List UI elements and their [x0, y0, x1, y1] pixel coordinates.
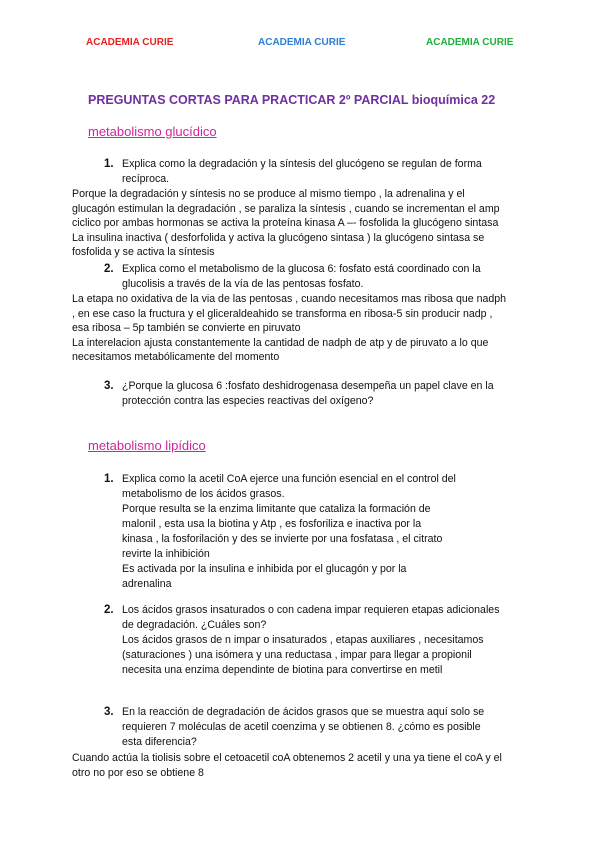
- question-number: 1.: [104, 158, 114, 170]
- header-brand-blue: ACADEMIA CURIE: [258, 37, 346, 48]
- question-number: 3.: [104, 380, 114, 392]
- answer-lipidico-3: Cuando actúa la tiolisis sobre el cetoacetil coA obtenemos 2 acetil y una ya tiene el coA y el otro no por eso se obtiene 8: [72, 752, 502, 779]
- answer-glucidico-2: La etapa no oxidativa de la via de las pentosas , cuando necesitamos mas ribosa que nadph , en ese caso la fructura y el gliceraldeahido se transforma en ribosa-5 sin producir nadp , esa ribosa – 5p también se convierte en piruvato La interelacion ajusta constantemente la cantidad de nadph de atp y de piruvato a lo que necesitamos metabólicamente del momento: [72, 293, 507, 364]
- section-heading-lipidico: metabolismo lipídico: [88, 438, 206, 453]
- header-brand-green: ACADEMIA CURIE: [426, 37, 514, 48]
- question-text: Explica como la degradación y la síntesis del glucógeno se regulan de forma recíproca.: [122, 158, 482, 185]
- question-text: En la reacción de degradación de ácidos grasos que se muestra aquí solo se requieren 7 moléculas de acetil coenzima y se obtienen 8. ¿cómo es posible esta diferencia?: [122, 706, 485, 748]
- answer-glucidico-1: Porque la degradación y síntesis no se produce al mismo tiempo , la adrenalina y el glucagón estimulan la degradación , se paraliza la síntesis , cuando se incrementan el amp ciclico por ambas hormonas se activa la proteína kinasa A –- fosfolida la glucógeno sintasa La insulina inactiva ( desforfolida y activa la glucógeno sintasa ) la glucógeno sintasa se fosfolida y se activa la síntesis: [72, 188, 500, 259]
- question-text: Explica como el metabolismo de la glucosa 6: fosfato está coordinado con la glucolisis a través de la vía de las pentosas fosfato.: [122, 263, 481, 290]
- question-text: Explica como la acetil CoA ejerce una función esencial en el control del metabolismo de los ácidos grasos. Porque resulta se la enzima limitante que cataliza la formación de malonil , esta usa la biotina y Atp , es fosforiliza e inactiva por la kinasa , la fosforilación y des se invierte por una fosfatasa , el citrato revirte la inhibición Es activada por la insulina e inhibida por el glucagón y por la adrenalina: [122, 473, 456, 590]
- header-brand-red: ACADEMIA CURIE: [86, 37, 174, 48]
- section-heading-glucidico: metabolismo glucídico: [88, 124, 217, 139]
- question-number: 3.: [104, 706, 114, 718]
- question-number: 2.: [104, 604, 114, 616]
- question-text: ¿Porque la glucosa 6 :fosfato deshidrogenasa desempeña un papel clave en la protección contra las especies reactivas del oxígeno?: [122, 380, 494, 407]
- question-text: Los ácidos grasos insaturados o con cadena impar requieren etapas adicionales de degradación. ¿Cuáles son? Los ácidos grasos de n impar o insaturados , etapas auxiliares , necesitamos (saturaciones ) una isómera y una reductasa , impar para llegar a propionil necesita una enzima dependinte de biotina para convertirse en metil: [122, 604, 500, 676]
- document-title: PREGUNTAS CORTAS PARA PRACTICAR 2º PARCIAL bioquímica 22: [88, 93, 496, 107]
- question-number: 1.: [104, 473, 114, 485]
- question-number: 2.: [104, 263, 114, 275]
